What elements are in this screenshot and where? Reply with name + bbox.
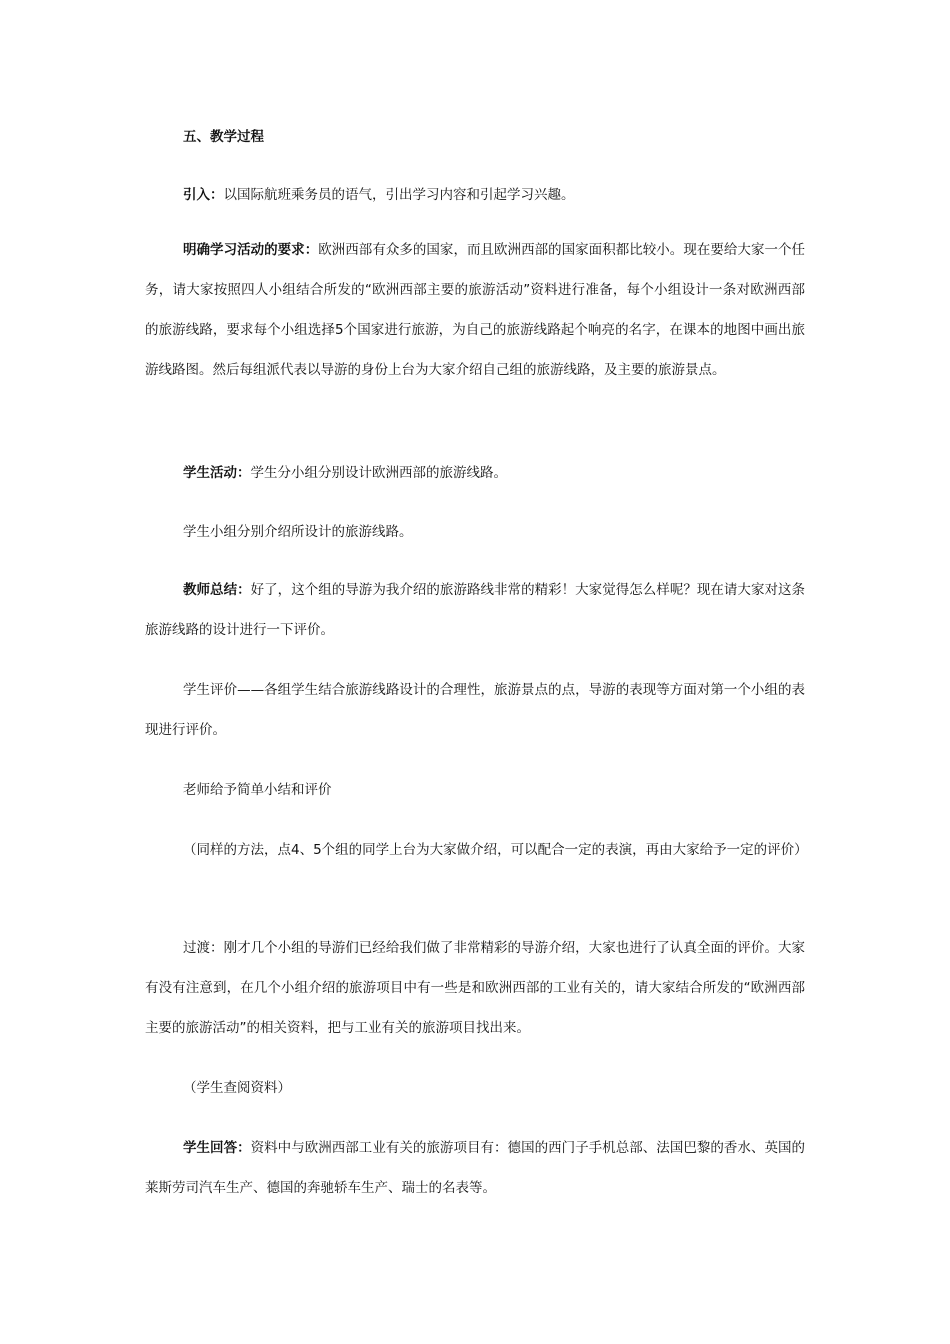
- answer-label: 学生回答：: [183, 1140, 251, 1156]
- answer-paragraph: [145, 1128, 805, 1208]
- requirements-paragraph: [145, 230, 805, 390]
- student-activity-paragraph: [145, 453, 805, 493]
- student-activity-label: 学生活动：: [183, 465, 251, 481]
- transition-paragraph: 过渡：刚才几个小组的导游们已经给我们做了非常精彩的导游介绍，大家也进行了认真全面的评价。大家有没有注意到，在几个小组介绍的旅游项目中有一些是和欧洲西部的工业有关的，请大家结合所发的“欧洲西部主要的旅游活动”的相关资料，把与工业有关的旅游项目找出来。: [145, 940, 805, 1036]
- intro-paragraph: [145, 175, 805, 215]
- section-title: 五、教学过程: [183, 129, 264, 145]
- teacher-summary-text: 好了，这个组的导游为我介绍的旅游路线非常的精彩！大家觉得怎么样呢？现在请大家对这条旅游线路的设计进行一下评价。: [145, 582, 806, 638]
- teacher-summary-paragraph: [145, 570, 805, 650]
- teacher-eval-paragraph: 老师给予简单小结和评价: [183, 782, 332, 798]
- intro-label: 引入：: [183, 187, 224, 203]
- teacher-summary-label: 教师总结：: [183, 582, 251, 598]
- intro-text: 以国际航班乘务员的语气，引出学习内容和引起学习兴趣。: [223, 187, 575, 203]
- student-activity-text: 学生分小组分别设计欧洲西部的旅游线路。: [250, 465, 507, 481]
- requirements-text: 欧洲西部有众多的国家，而且欧洲西部的国家面积都比较小。现在要给大家一个任务，请大家按照四人小组结合所发的“欧洲西部主要的旅游活动”资料进行准备，每个小组设计一条对欧洲西部的旅游线路，要求每个小组选择5个国家进行旅游，为自己的旅游线路起个响亮的名字，在课本的地图中画出旅游线路图。然后每组派代表以导游的身份上台为大家介绍自己组的旅游线路，及主要的旅游景点。: [145, 242, 806, 378]
- requirements-label: 明确学习活动的要求：: [183, 242, 319, 258]
- student-intro-paragraph: 学生小组分别介绍所设计的旅游线路。: [183, 524, 413, 540]
- student-eval-paragraph: 学生评价——各组学生结合旅游线路设计的合理性，旅游景点的点，导游的表现等方面对第一个小组的表现进行评价。: [145, 682, 805, 738]
- consult-paragraph: （学生查阅资料）: [183, 1080, 291, 1096]
- answer-text: 资料中与欧洲西部工业有关的旅游项目有：德国的西门子手机总部、法国巴黎的香水、英国的莱斯劳司汽车生产、德国的奔驰轿车生产、瑞士的名表等。: [145, 1140, 806, 1196]
- same-method-paragraph: （同样的方法，点4、5个组的同学上台为大家做介绍，可以配合一定的表演，再由大家给予一定的评价）: [183, 842, 808, 858]
